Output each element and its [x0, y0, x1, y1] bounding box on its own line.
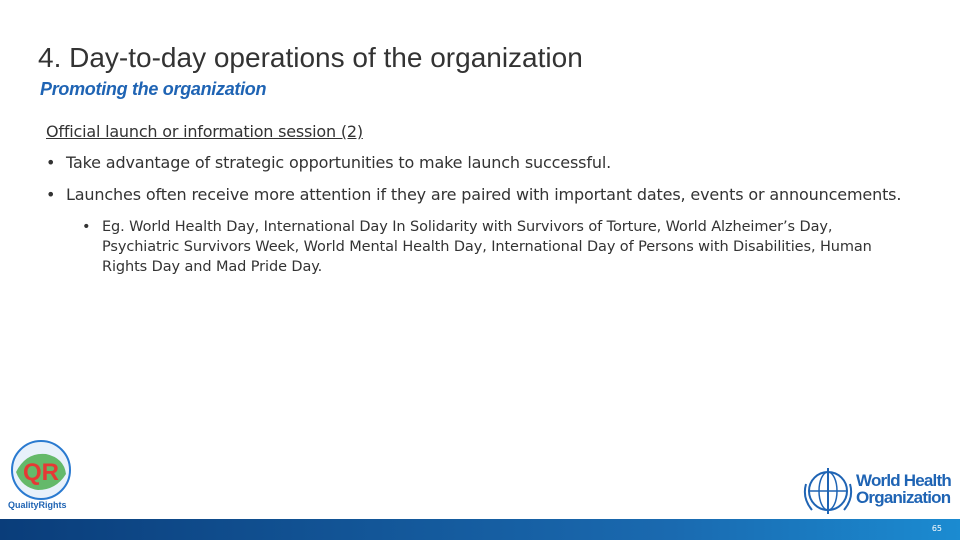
bullet-item	[46, 185, 926, 205]
who-emblem-icon	[800, 464, 856, 518]
page-number: 65	[931, 524, 942, 533]
bullet-text: Launches often receive more attention if they are paired with important dates, events or announcements.	[66, 185, 902, 204]
sub-bullet-text: Eg. World Health Day, International Day In Solidarity with Survivors of Torture, World Alzheimer’s Day, Psychiatric Survivors Week, World Mental Health Day, International Day of Persons with Disabilities, Human Rights Day and Mad Pride Day.	[102, 219, 872, 275]
bullet-dot-icon: •	[46, 153, 56, 172]
qr-logo-mark: QR	[23, 459, 59, 486]
footer-bar	[0, 519, 960, 540]
who-wordmark-line1: World Health	[856, 471, 951, 490]
slide-title: 4. Day-to-day operations of the organization	[38, 42, 583, 73]
content-heading: Official launch or information session (2)	[46, 122, 363, 141]
sub-bullet-item	[82, 217, 892, 277]
content-body	[46, 122, 926, 277]
slide-subtitle: Promoting the organization	[40, 79, 267, 99]
bullet-item	[46, 153, 926, 173]
bullet-dot-icon: •	[82, 219, 91, 235]
bullet-text: Take advantage of strategic opportunities to make launch successful.	[66, 153, 612, 172]
quality-rights-caption: QualityRights	[8, 500, 67, 510]
who-wordmark-line2: Organization	[856, 488, 951, 507]
who-wordmark	[856, 472, 951, 506]
bullet-dot-icon: •	[46, 185, 56, 204]
